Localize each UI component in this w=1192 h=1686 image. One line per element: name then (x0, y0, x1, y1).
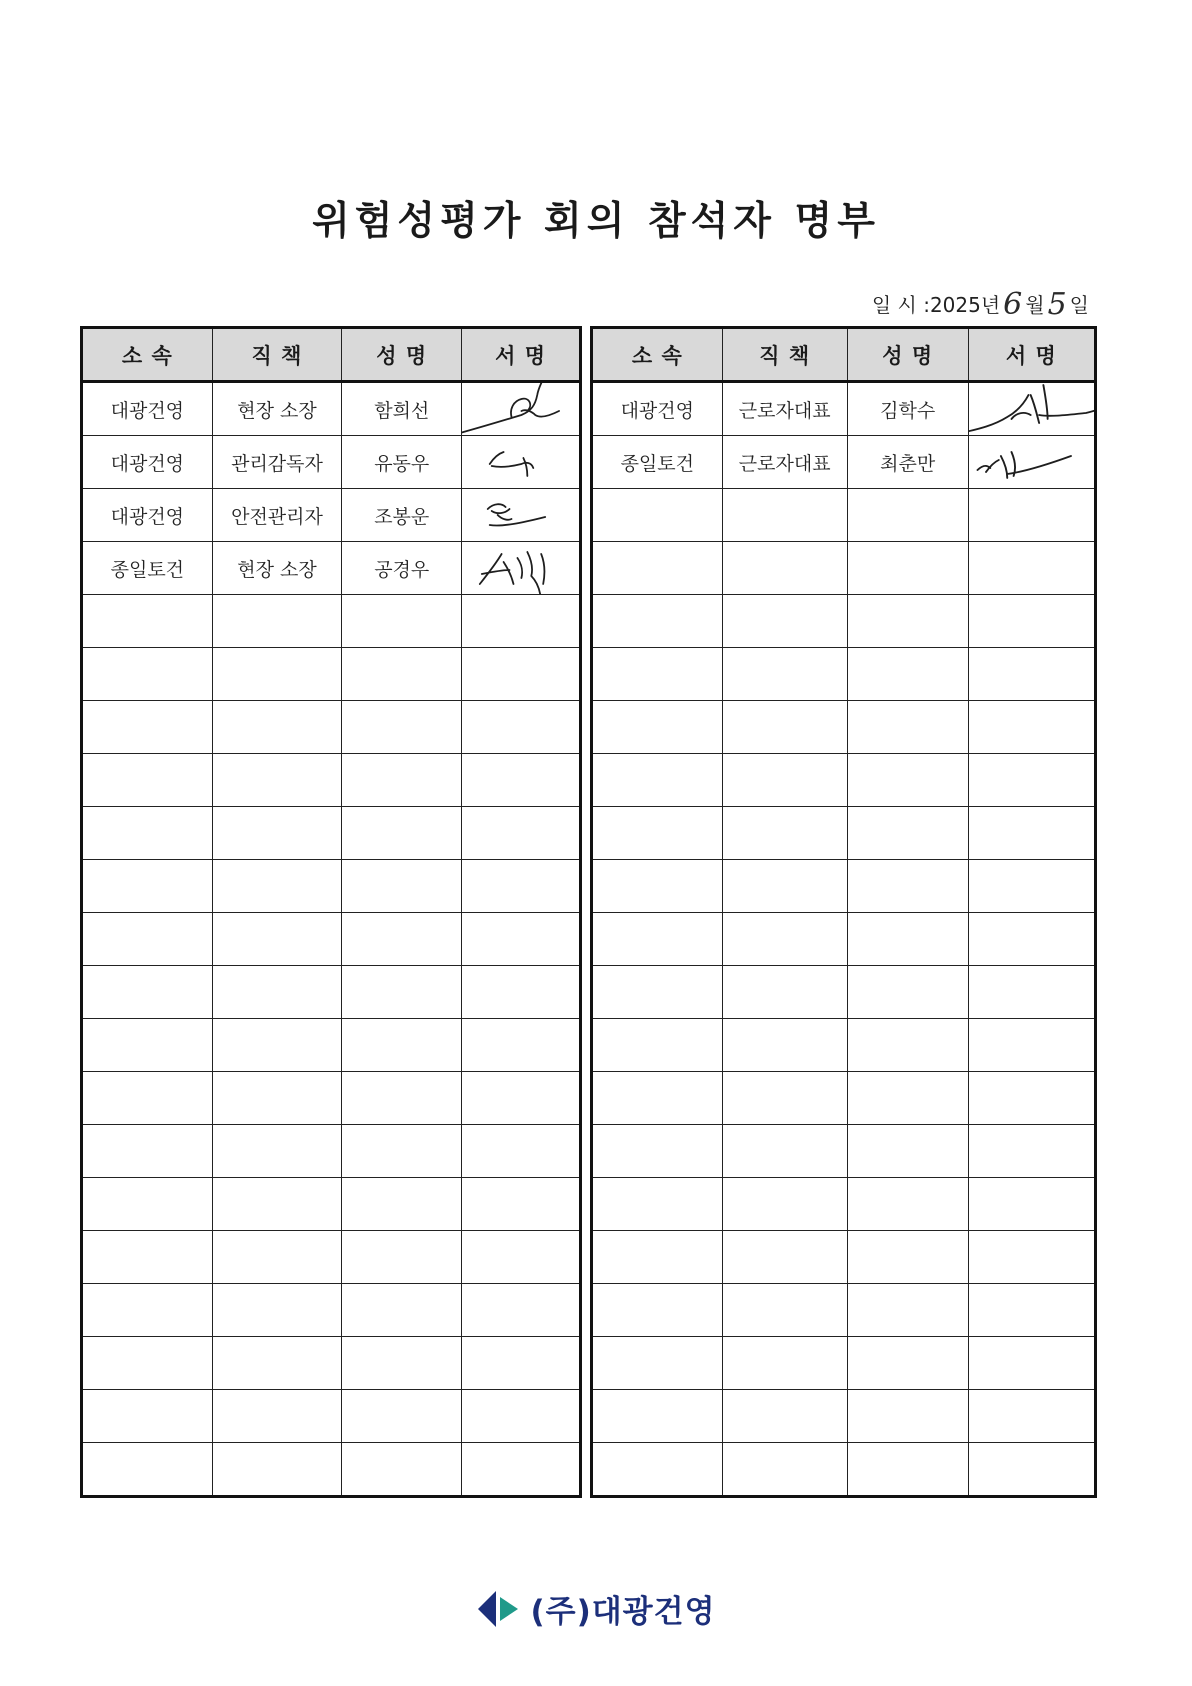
header-affiliation: 소 속 (592, 328, 723, 382)
signature-cell (462, 648, 581, 701)
table-row (82, 1284, 581, 1337)
position-cell (212, 966, 342, 1019)
signature-cell (462, 1019, 581, 1072)
name-cell (342, 754, 462, 807)
table-row (592, 966, 1096, 1019)
header-signature: 서 명 (968, 328, 1095, 382)
position-cell: 안전관리자 (212, 489, 342, 542)
affiliation-cell (82, 966, 213, 1019)
affiliation-cell: 종일토건 (82, 542, 213, 595)
position-cell (722, 913, 847, 966)
date-year: 2025년 (929, 293, 1001, 317)
affiliation-cell (592, 1390, 723, 1443)
signature-cell (968, 1231, 1095, 1284)
name-cell (847, 1443, 968, 1497)
position-cell (212, 754, 342, 807)
position-cell (722, 1390, 847, 1443)
signature-cell (968, 807, 1095, 860)
name-cell (847, 754, 968, 807)
signature-cell (462, 1390, 581, 1443)
name-cell (342, 1125, 462, 1178)
position-cell (212, 913, 342, 966)
table-header-row (82, 328, 581, 382)
signature-cell (462, 860, 581, 913)
name-cell (847, 1337, 968, 1390)
position-cell (722, 754, 847, 807)
position-cell (212, 595, 342, 648)
name-cell: 함희선 (342, 382, 462, 436)
signature-cell (462, 1443, 581, 1497)
signature-cell (968, 436, 1095, 489)
affiliation-cell (82, 1443, 213, 1497)
signature-cell (968, 1019, 1095, 1072)
position-cell (212, 1019, 342, 1072)
table-row (592, 1337, 1096, 1390)
signature-cell (968, 489, 1095, 542)
signature-cell (462, 807, 581, 860)
name-cell (342, 1443, 462, 1497)
handwritten-signature (462, 382, 579, 436)
signature-cell (462, 913, 581, 966)
table-header-row (592, 328, 1096, 382)
header-name: 성 명 (847, 328, 968, 382)
signature-cell (968, 1390, 1095, 1443)
position-cell (212, 1231, 342, 1284)
date-month-handwritten: 6 (1003, 287, 1023, 322)
name-cell (847, 1125, 968, 1178)
table-row (592, 913, 1096, 966)
signature-cell (968, 542, 1095, 595)
affiliation-cell (82, 1072, 213, 1125)
affiliation-cell (82, 860, 213, 913)
affiliation-cell: 대광건영 (82, 382, 213, 436)
table-row (82, 966, 581, 1019)
table-row (82, 542, 581, 595)
table-row (592, 701, 1096, 754)
signature-cell (968, 1072, 1095, 1125)
affiliation-cell (82, 701, 213, 754)
signature-cell (968, 966, 1095, 1019)
table-row (82, 860, 581, 913)
signature-cell (968, 701, 1095, 754)
table-row (82, 1178, 581, 1231)
handwritten-signature (969, 382, 1094, 436)
table-row (82, 1337, 581, 1390)
table-row (82, 807, 581, 860)
affiliation-cell: 대광건영 (82, 489, 213, 542)
affiliation-cell (592, 1125, 723, 1178)
position-cell: 관리감독자 (212, 436, 342, 489)
name-cell (847, 648, 968, 701)
affiliation-cell: 대광건영 (82, 436, 213, 489)
affiliation-cell (592, 489, 723, 542)
attendee-table-left (80, 326, 582, 1498)
table-row (82, 1125, 581, 1178)
affiliation-cell (592, 1443, 723, 1497)
table-row (592, 1231, 1096, 1284)
name-cell (342, 966, 462, 1019)
signature-cell (462, 1337, 581, 1390)
signature-cell (462, 382, 581, 436)
signature-cell (968, 754, 1095, 807)
position-cell (722, 1443, 847, 1497)
table-row (592, 1443, 1096, 1497)
table-row (592, 648, 1096, 701)
affiliation-cell (82, 1284, 213, 1337)
position-cell (722, 1072, 847, 1125)
position-cell (722, 1231, 847, 1284)
name-cell (342, 807, 462, 860)
signature-cell (462, 1072, 581, 1125)
position-cell (212, 1390, 342, 1443)
name-cell (847, 1019, 968, 1072)
date-day-handwritten: 5 (1047, 287, 1067, 322)
position-cell: 현장 소장 (212, 542, 342, 595)
affiliation-cell (82, 807, 213, 860)
table-row (82, 754, 581, 807)
table-row (592, 1390, 1096, 1443)
affiliation-cell (82, 1178, 213, 1231)
signature-cell (462, 542, 581, 595)
name-cell (342, 701, 462, 754)
document-title: 위험성평가 회의 참석자 명부 (312, 199, 880, 244)
affiliation-cell (82, 1337, 213, 1390)
position-cell: 근로자대표 (722, 382, 847, 436)
position-cell (212, 1443, 342, 1497)
position-cell (722, 648, 847, 701)
affiliation-cell (592, 1284, 723, 1337)
name-cell (342, 1019, 462, 1072)
signature-cell (968, 382, 1095, 436)
name-cell: 김학수 (847, 382, 968, 436)
date-label: 일 시 : (871, 293, 930, 317)
affiliation-cell (82, 1125, 213, 1178)
table-row (82, 1390, 581, 1443)
affiliation-cell (82, 1390, 213, 1443)
affiliation-cell (592, 1231, 723, 1284)
signature-cell (462, 595, 581, 648)
signature-cell (968, 1125, 1095, 1178)
affiliation-cell (592, 860, 723, 913)
affiliation-cell (592, 807, 723, 860)
name-cell (847, 860, 968, 913)
signature-cell (462, 489, 581, 542)
position-cell (212, 1178, 342, 1231)
affiliation-cell: 대광건영 (592, 382, 723, 436)
signature-cell (462, 754, 581, 807)
table-row (592, 382, 1096, 436)
name-cell (342, 1072, 462, 1125)
position-cell (212, 807, 342, 860)
header-signature: 서 명 (462, 328, 581, 382)
signature-cell (968, 1337, 1095, 1390)
signature-cell (462, 1284, 581, 1337)
affiliation-cell (82, 595, 213, 648)
name-cell (847, 913, 968, 966)
table-row (592, 860, 1096, 913)
handwritten-signature (462, 436, 579, 489)
position-cell (722, 807, 847, 860)
signature-cell (968, 595, 1095, 648)
table-row (82, 913, 581, 966)
affiliation-cell (82, 913, 213, 966)
name-cell: 조봉운 (342, 489, 462, 542)
table-row (82, 382, 581, 436)
table-row (82, 1019, 581, 1072)
position-cell (212, 1284, 342, 1337)
name-cell (342, 648, 462, 701)
company-logo-icon (476, 1587, 520, 1631)
name-cell (847, 489, 968, 542)
table-row (592, 754, 1096, 807)
affiliation-cell (82, 1019, 213, 1072)
signature-cell (968, 860, 1095, 913)
affiliation-cell (592, 913, 723, 966)
signature-cell (968, 1178, 1095, 1231)
affiliation-cell (592, 648, 723, 701)
position-cell (722, 542, 847, 595)
table-row (82, 489, 581, 542)
affiliation-cell: 종일토건 (592, 436, 723, 489)
name-cell (342, 1178, 462, 1231)
date-month-unit: 월 (1025, 293, 1045, 317)
position-cell (722, 1337, 847, 1390)
header-position: 직 책 (212, 328, 342, 382)
table-row (82, 595, 581, 648)
table-row (592, 542, 1096, 595)
name-cell (847, 1231, 968, 1284)
affiliation-cell (82, 1231, 213, 1284)
position-cell (722, 966, 847, 1019)
meeting-date (872, 285, 1089, 320)
handwritten-signature (462, 542, 579, 595)
affiliation-cell (82, 648, 213, 701)
affiliation-cell (592, 1072, 723, 1125)
table-row (82, 1072, 581, 1125)
position-cell (212, 860, 342, 913)
name-cell: 최춘만 (847, 436, 968, 489)
signature-cell (462, 1231, 581, 1284)
company-name: (주)대광건영 (530, 1594, 716, 1630)
name-cell (342, 913, 462, 966)
header-position: 직 책 (722, 328, 847, 382)
header-name: 성 명 (342, 328, 462, 382)
position-cell (722, 1125, 847, 1178)
table-row (82, 701, 581, 754)
position-cell (212, 1337, 342, 1390)
position-cell (722, 701, 847, 754)
table-row (592, 1178, 1096, 1231)
affiliation-cell (592, 1019, 723, 1072)
name-cell (342, 1337, 462, 1390)
table-row (592, 1019, 1096, 1072)
position-cell (722, 1019, 847, 1072)
table-row (592, 1072, 1096, 1125)
name-cell (847, 807, 968, 860)
name-cell: 유동우 (342, 436, 462, 489)
affiliation-cell (592, 542, 723, 595)
header-affiliation: 소 속 (82, 328, 213, 382)
signature-cell (462, 701, 581, 754)
table-row (82, 648, 581, 701)
table-row (82, 1443, 581, 1497)
position-cell: 근로자대표 (722, 436, 847, 489)
signature-cell (462, 436, 581, 489)
name-cell (847, 1284, 968, 1337)
affiliation-cell (592, 595, 723, 648)
table-row (592, 489, 1096, 542)
affiliation-cell (592, 1337, 723, 1390)
position-cell: 현장 소장 (212, 382, 342, 436)
position-cell (722, 595, 847, 648)
handwritten-signature (969, 436, 1094, 489)
position-cell (212, 648, 342, 701)
affiliation-cell (592, 966, 723, 1019)
table-row (82, 436, 581, 489)
table-row (82, 1231, 581, 1284)
name-cell (847, 966, 968, 1019)
signature-cell (462, 1125, 581, 1178)
name-cell (847, 1390, 968, 1443)
name-cell (847, 1178, 968, 1231)
affiliation-cell (592, 754, 723, 807)
table-row (592, 436, 1096, 489)
position-cell (212, 1072, 342, 1125)
position-cell (212, 1125, 342, 1178)
signature-cell (968, 913, 1095, 966)
name-cell (342, 860, 462, 913)
name-cell (847, 701, 968, 754)
signature-cell (462, 1178, 581, 1231)
signature-cell (462, 966, 581, 1019)
affiliation-cell (592, 1178, 723, 1231)
date-day-unit: 일 (1069, 293, 1089, 317)
signature-cell (968, 1284, 1095, 1337)
table-row (592, 595, 1096, 648)
name-cell (342, 1231, 462, 1284)
name-cell (847, 595, 968, 648)
name-cell (847, 542, 968, 595)
position-cell (722, 489, 847, 542)
position-cell (722, 860, 847, 913)
table-row (592, 1125, 1096, 1178)
affiliation-cell (592, 701, 723, 754)
position-cell (212, 701, 342, 754)
company-footer (0, 1586, 1192, 1631)
table-row (592, 1284, 1096, 1337)
name-cell (342, 1390, 462, 1443)
affiliation-cell (82, 754, 213, 807)
signature-cell (968, 1443, 1095, 1497)
signature-cell (968, 648, 1095, 701)
table-row (592, 807, 1096, 860)
handwritten-signature (462, 489, 579, 542)
position-cell (722, 1284, 847, 1337)
name-cell (847, 1072, 968, 1125)
name-cell: 공경우 (342, 542, 462, 595)
attendee-table-right (590, 326, 1097, 1498)
position-cell (722, 1178, 847, 1231)
name-cell (342, 1284, 462, 1337)
name-cell (342, 595, 462, 648)
